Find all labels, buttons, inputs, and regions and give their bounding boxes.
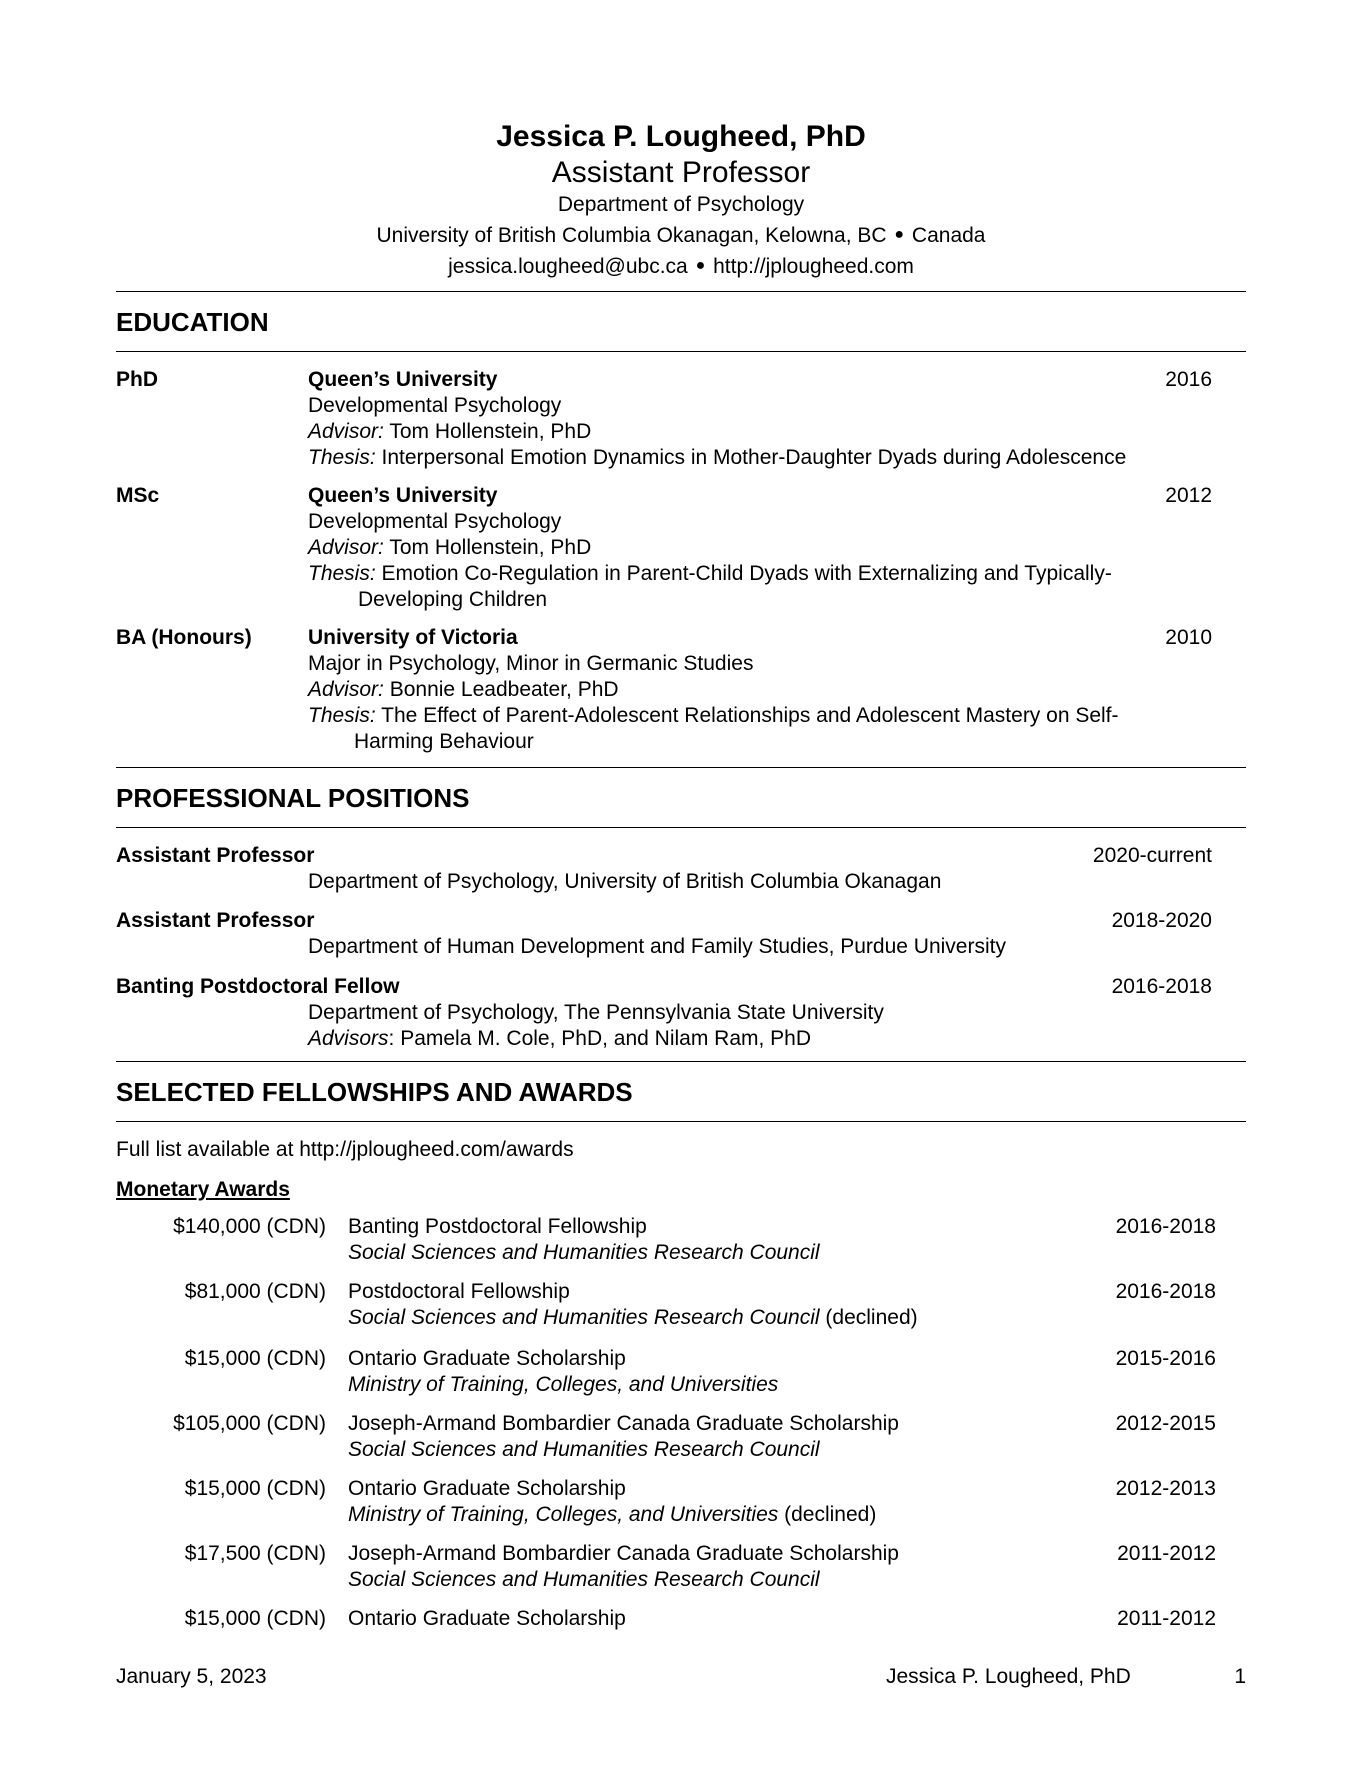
advisor-label: Advisor: <box>308 420 384 443</box>
contact-line <box>116 251 1246 282</box>
position-dept: Department of Human Development and Family Studies, Purdue University <box>308 935 1006 958</box>
award-name: Ontario Graduate Scholarship <box>348 1607 626 1630</box>
award-name: Ontario Graduate Scholarship <box>348 1477 626 1500</box>
email-link[interactable]: jessica.lougheed@ubc.ca <box>448 255 688 278</box>
advisor-label: Advisor: <box>308 678 384 701</box>
position-dept: Department of Psychology, The Pennsylvania State University <box>308 1001 884 1024</box>
advisor: Bonnie Leadbeater, PhD <box>389 678 619 701</box>
advisors-line <box>308 1026 1208 1052</box>
degree: MSc <box>116 484 160 507</box>
award-years: 2011-2012 <box>1117 1607 1216 1630</box>
award-agency-line <box>348 1372 1048 1398</box>
thesis-continuation: Developing Children <box>358 588 548 611</box>
field: Major in Psychology, Minor in Germanic Studies <box>308 652 754 675</box>
education-details <box>308 483 1238 613</box>
award-agency-line <box>348 1567 1048 1593</box>
award-name: Joseph-Armand Bombardier Canada Graduate Scholarship <box>348 1412 899 1435</box>
cv-header <box>116 118 1246 282</box>
degree: PhD <box>116 368 158 391</box>
award-details <box>348 1279 1048 1331</box>
author-name: Jessica P. Lougheed, PhD <box>496 120 866 153</box>
education-heading: EDUCATION <box>116 307 269 337</box>
advisor-line <box>308 419 1238 445</box>
thesis: The Effect of Parent-Adolescent Relationships and Adolescent Mastery on Self- <box>381 704 1119 727</box>
bullet-separator: ● <box>695 257 706 274</box>
bullet-separator: ● <box>894 226 905 243</box>
award-agency: Social Sciences and Humanities Research Council <box>348 1438 820 1461</box>
award-details <box>348 1214 1048 1266</box>
advisor-line <box>308 677 1238 703</box>
award-agency: Social Sciences and Humanities Research Council <box>348 1241 820 1264</box>
award-note: (declined) <box>778 1503 877 1526</box>
award-agency: Social Sciences and Humanities Research Council <box>348 1306 820 1329</box>
award-agency-line <box>348 1437 1048 1463</box>
divider <box>116 767 1246 768</box>
year: 2016 <box>1165 368 1212 391</box>
award-agency: Ministry of Training, Colleges, and Universities <box>348 1503 779 1526</box>
award-amount: $15,000 (CDN) <box>184 1477 326 1500</box>
award-amount: $17,500 (CDN) <box>184 1542 326 1565</box>
divider <box>116 351 1246 352</box>
position-details <box>308 1000 1208 1052</box>
award-agency-line <box>348 1305 1048 1331</box>
school: University of Victoria <box>308 626 518 649</box>
awards-note: Full list available at http://jplougheed.com/awards <box>116 1138 574 1161</box>
divider <box>116 1061 1246 1062</box>
award-years: 2016-2018 <box>1115 1280 1216 1303</box>
thesis-label: Thesis: <box>308 704 376 727</box>
year: 2010 <box>1165 626 1212 649</box>
thesis: Interpersonal Emotion Dynamics in Mother-Daughter Dyads during Adolescence <box>381 446 1127 469</box>
field: Developmental Psychology <box>308 394 562 417</box>
divider <box>116 1121 1246 1122</box>
position-title: Banting Postdoctoral Fellow <box>116 975 400 998</box>
award-details <box>348 1606 1048 1632</box>
award-amount: $15,000 (CDN) <box>184 1347 326 1370</box>
award-years: 2016-2018 <box>1115 1215 1216 1238</box>
award-details <box>348 1411 1048 1463</box>
thesis: Emotion Co-Regulation in Parent-Child Dyads with Externalizing and Typically- <box>381 562 1112 585</box>
award-agency: Social Sciences and Humanities Research Council <box>348 1568 820 1591</box>
advisor: Tom Hollenstein, PhD <box>389 536 592 559</box>
field: Developmental Psychology <box>308 510 562 533</box>
award-name: Joseph-Armand Bombardier Canada Graduate Scholarship <box>348 1542 899 1565</box>
award-years: 2015-2016 <box>1115 1347 1216 1370</box>
award-amount: $15,000 (CDN) <box>184 1607 326 1630</box>
advisors: : Pamela M. Cole, PhD, and Nilam Ram, PhD <box>388 1027 812 1050</box>
award-amount: $140,000 (CDN) <box>173 1215 326 1238</box>
page-number: 1 <box>1234 1665 1246 1688</box>
year: 2012 <box>1165 484 1212 507</box>
education-details <box>308 367 1238 471</box>
author-title: Assistant Professor <box>551 156 811 189</box>
thesis-line <box>308 445 1238 471</box>
school: Queen’s University <box>308 368 498 391</box>
thesis-line <box>308 703 1238 729</box>
advisors-label: Advisors <box>308 1027 389 1050</box>
cv-page <box>116 0 1246 1772</box>
position-years: 2020-current <box>1092 844 1212 867</box>
institution: University of British Columbia Okanagan, Kelowna, BC <box>376 224 887 247</box>
award-years: 2012-2015 <box>1115 1412 1216 1435</box>
thesis-label: Thesis: <box>308 562 376 585</box>
footer-date: January 5, 2023 <box>116 1665 267 1688</box>
school: Queen’s University <box>308 484 498 507</box>
advisor-label: Advisor: <box>308 536 384 559</box>
education-details <box>308 625 1238 755</box>
country: Canada <box>911 224 986 247</box>
award-details <box>348 1346 1048 1398</box>
award-agency: Ministry of Training, Colleges, and Universities <box>348 1373 779 1396</box>
monetary-awards-subheading: Monetary Awards <box>116 1178 290 1201</box>
website-link[interactable]: http://jplougheed.com <box>713 255 914 278</box>
thesis-label: Thesis: <box>308 446 376 469</box>
advisor-line <box>308 535 1238 561</box>
position-title: Assistant Professor <box>116 909 315 932</box>
position-years: 2016-2018 <box>1111 975 1212 998</box>
position-dept: Department of Psychology, University of British Columbia Okanagan <box>308 870 942 893</box>
award-years: 2012-2013 <box>1115 1477 1216 1500</box>
positions-heading: PROFESSIONAL POSITIONS <box>116 783 470 813</box>
position-years: 2018-2020 <box>1111 909 1212 932</box>
thesis-continuation: Harming Behaviour <box>354 730 534 753</box>
thesis-line <box>308 561 1238 587</box>
divider <box>116 827 1246 828</box>
award-name: Banting Postdoctoral Fellowship <box>348 1215 647 1238</box>
position-title: Assistant Professor <box>116 844 315 867</box>
footer-name: Jessica P. Lougheed, PhD <box>886 1665 1131 1688</box>
advisor: Tom Hollenstein, PhD <box>389 420 592 443</box>
degree: BA (Honours) <box>116 626 252 649</box>
award-agency-line <box>348 1502 1048 1528</box>
award-note: (declined) <box>819 1306 918 1329</box>
award-agency-line <box>348 1240 1048 1266</box>
institution-line <box>116 220 1246 251</box>
awards-heading: SELECTED FELLOWSHIPS AND AWARDS <box>116 1077 633 1107</box>
award-details <box>348 1541 1048 1593</box>
award-name: Ontario Graduate Scholarship <box>348 1347 626 1370</box>
award-amount: $105,000 (CDN) <box>173 1412 326 1435</box>
divider <box>116 291 1246 292</box>
award-years: 2011-2012 <box>1117 1542 1216 1565</box>
department: Department of Psychology <box>557 193 805 216</box>
award-amount: $81,000 (CDN) <box>184 1280 326 1303</box>
award-name: Postdoctoral Fellowship <box>348 1280 570 1303</box>
award-details <box>348 1476 1048 1528</box>
